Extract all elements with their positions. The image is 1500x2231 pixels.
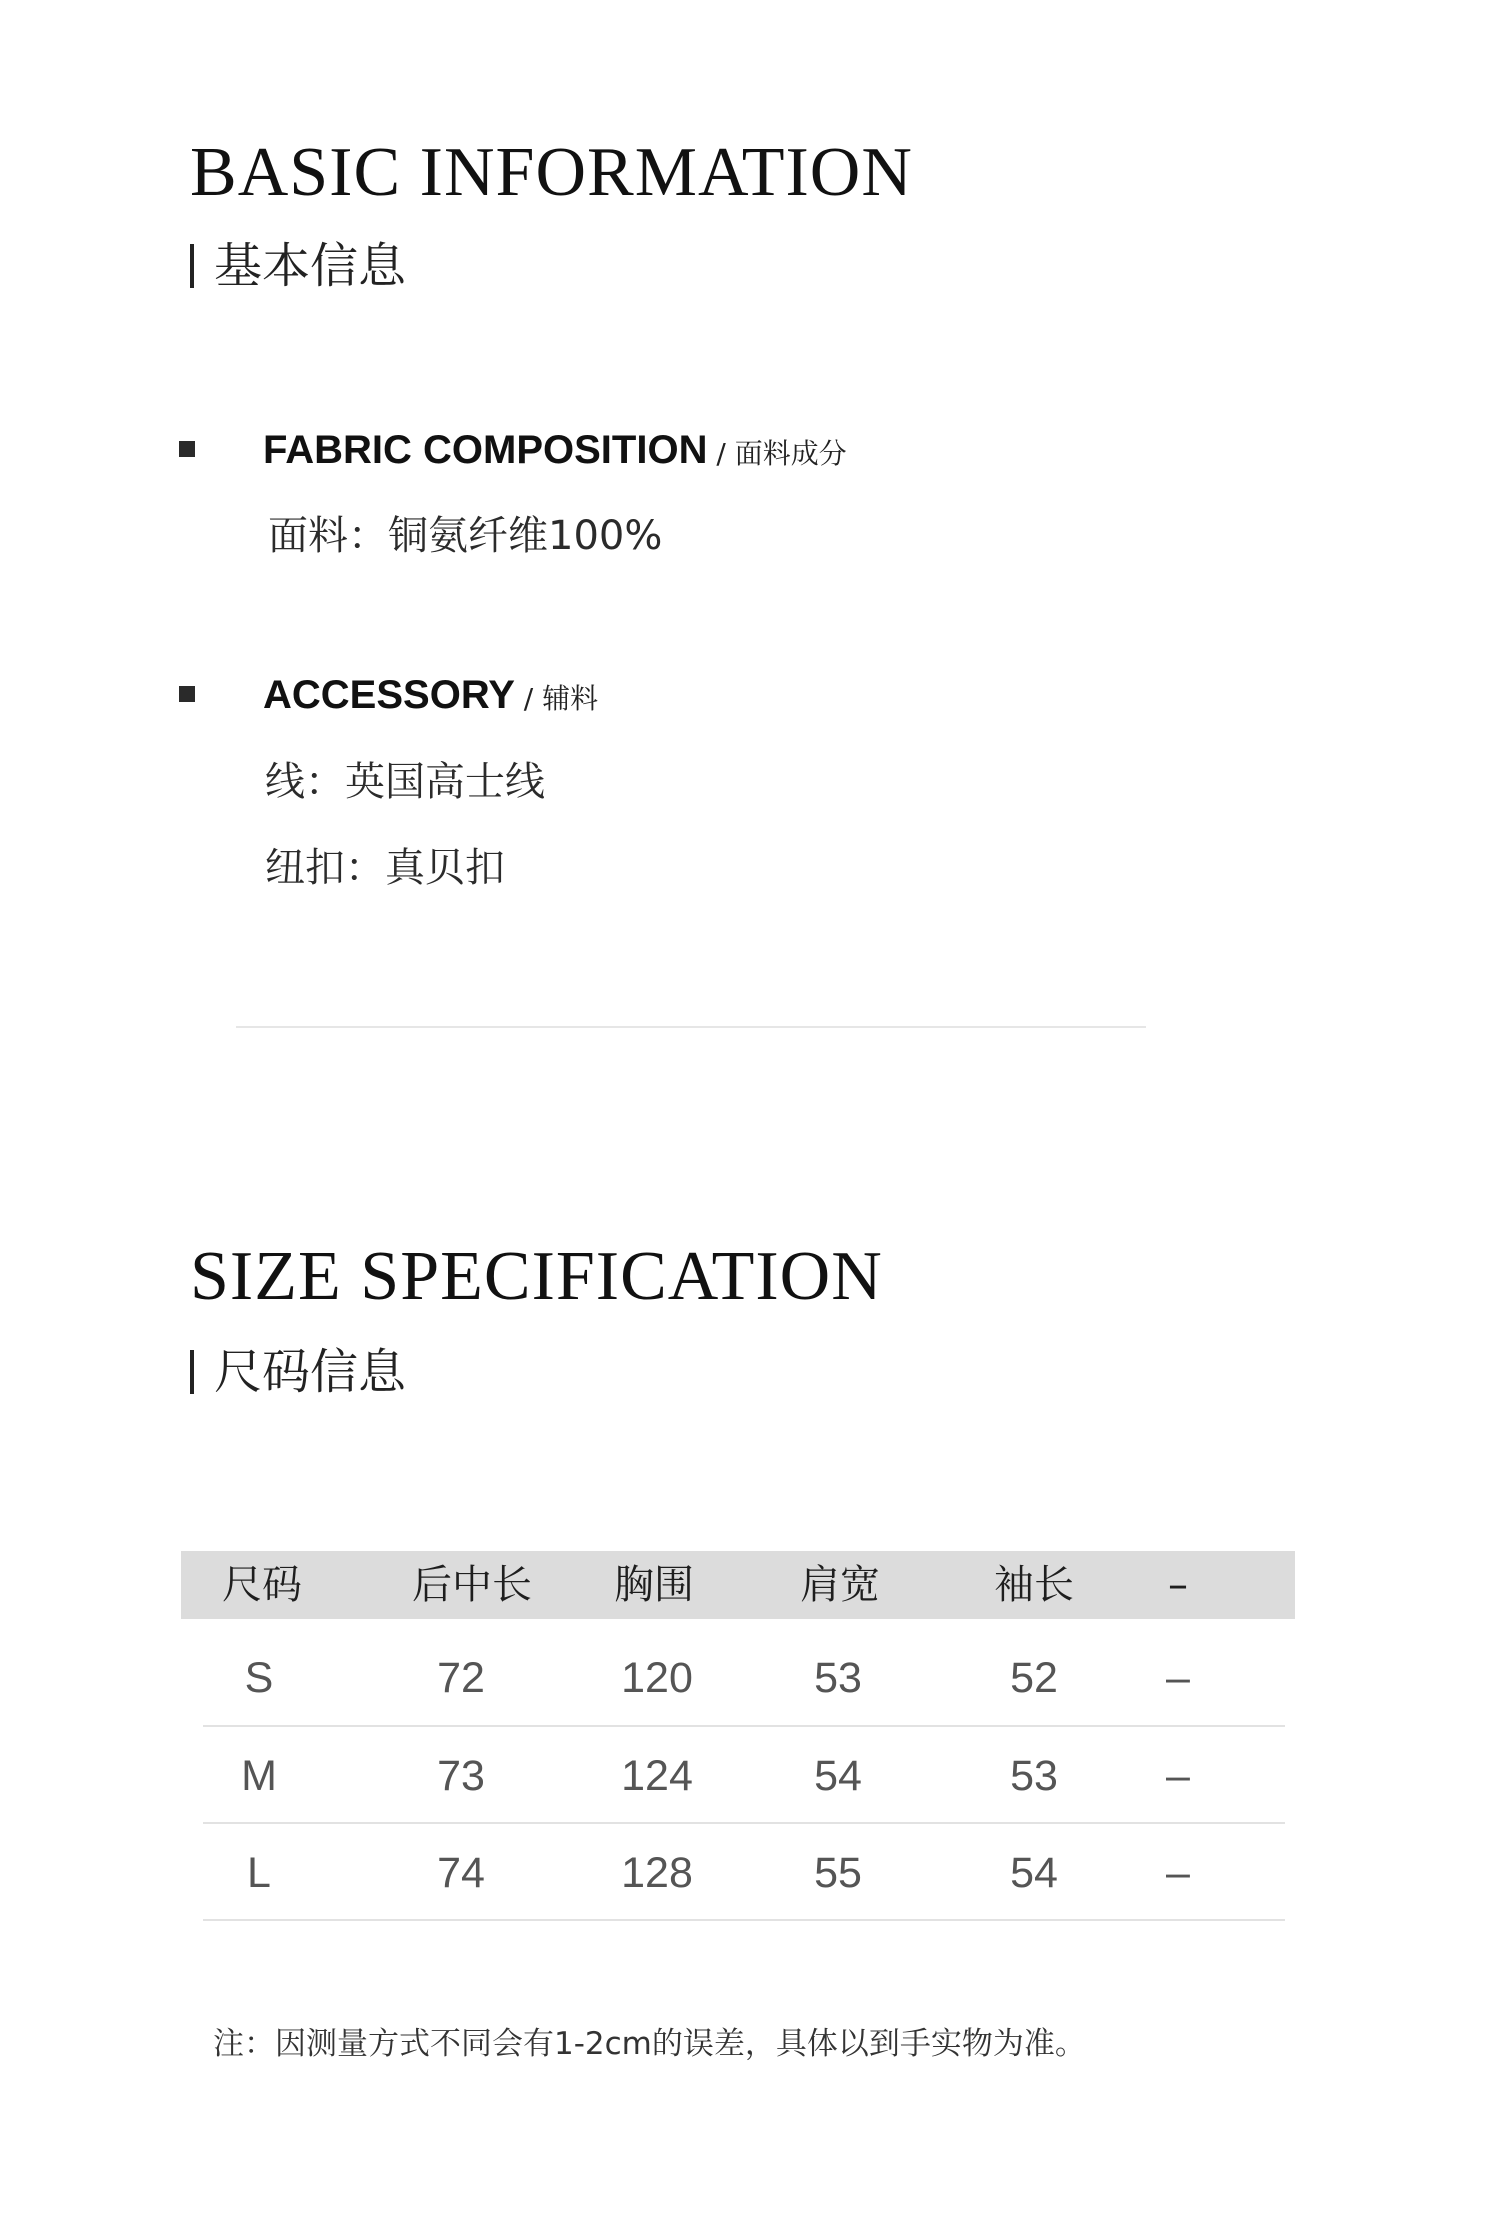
header-shoulder: 肩宽 <box>800 1562 880 1608</box>
header-extra: – <box>1168 1562 1188 1608</box>
size-specification-subtitle-text: 尺码信息 <box>214 1344 407 1400</box>
cell-size: L <box>247 1849 271 1897</box>
fabric-composition-heading <box>263 430 847 478</box>
accessory-heading-en: ACCESSORY <box>263 673 515 717</box>
header-back-length: 后中长 <box>412 1562 532 1608</box>
size-specification-title: SIZE SPECIFICATION <box>190 1238 883 1315</box>
cell-sleeve: 54 <box>1010 1849 1058 1897</box>
cell-size: M <box>241 1752 277 1800</box>
fabric-bullet <box>179 441 195 457</box>
fabric-line: 面料：铜氨纤维100% <box>268 513 663 559</box>
row-divider <box>203 1822 1285 1824</box>
cell-chest: 128 <box>621 1849 693 1897</box>
measurement-note: 注：因测量方式不同会有1-2cm的误差，具体以到手实物为准。 <box>213 2026 1086 2062</box>
cell-back-length: 73 <box>437 1752 485 1800</box>
cell-extra: – <box>1166 1654 1190 1702</box>
cell-sleeve: 53 <box>1010 1752 1058 1800</box>
accessory-bullet <box>179 686 195 702</box>
section-divider <box>236 1026 1146 1028</box>
row-divider <box>203 1919 1285 1921</box>
subtitle-bar <box>190 1350 194 1394</box>
cell-sleeve: 52 <box>1010 1654 1058 1702</box>
cell-extra: – <box>1166 1752 1190 1800</box>
header-sleeve: 袖长 <box>994 1562 1074 1608</box>
cell-size: S <box>244 1654 274 1702</box>
basic-information-subtitle <box>190 240 406 292</box>
fabric-heading-zh: / 面料成分 <box>707 437 847 470</box>
header-size: 尺码 <box>222 1562 302 1608</box>
accessory-thread-line: 线：英国高士线 <box>265 759 545 805</box>
cell-chest: 120 <box>621 1654 693 1702</box>
accessory-button-line: 纽扣：真贝扣 <box>265 845 505 891</box>
header-chest: 胸围 <box>614 1562 694 1608</box>
cell-shoulder: 54 <box>814 1752 862 1800</box>
cell-extra: – <box>1166 1849 1190 1897</box>
cell-back-length: 74 <box>437 1849 485 1897</box>
cell-back-length: 72 <box>437 1654 485 1702</box>
accessory-heading-zh: / 辅料 <box>514 682 599 715</box>
basic-information-title: BASIC INFORMATION <box>190 134 913 211</box>
cell-shoulder: 55 <box>814 1849 862 1897</box>
cell-chest: 124 <box>621 1752 693 1800</box>
cell-shoulder: 53 <box>814 1654 862 1702</box>
fabric-heading-en: FABRIC COMPOSITION <box>263 428 708 472</box>
subtitle-bar <box>190 244 194 288</box>
size-specification-subtitle <box>190 1346 406 1398</box>
accessory-heading <box>263 675 598 723</box>
basic-information-subtitle-text: 基本信息 <box>214 238 407 294</box>
size-table-header <box>181 1551 1295 1619</box>
row-divider <box>203 1725 1285 1727</box>
